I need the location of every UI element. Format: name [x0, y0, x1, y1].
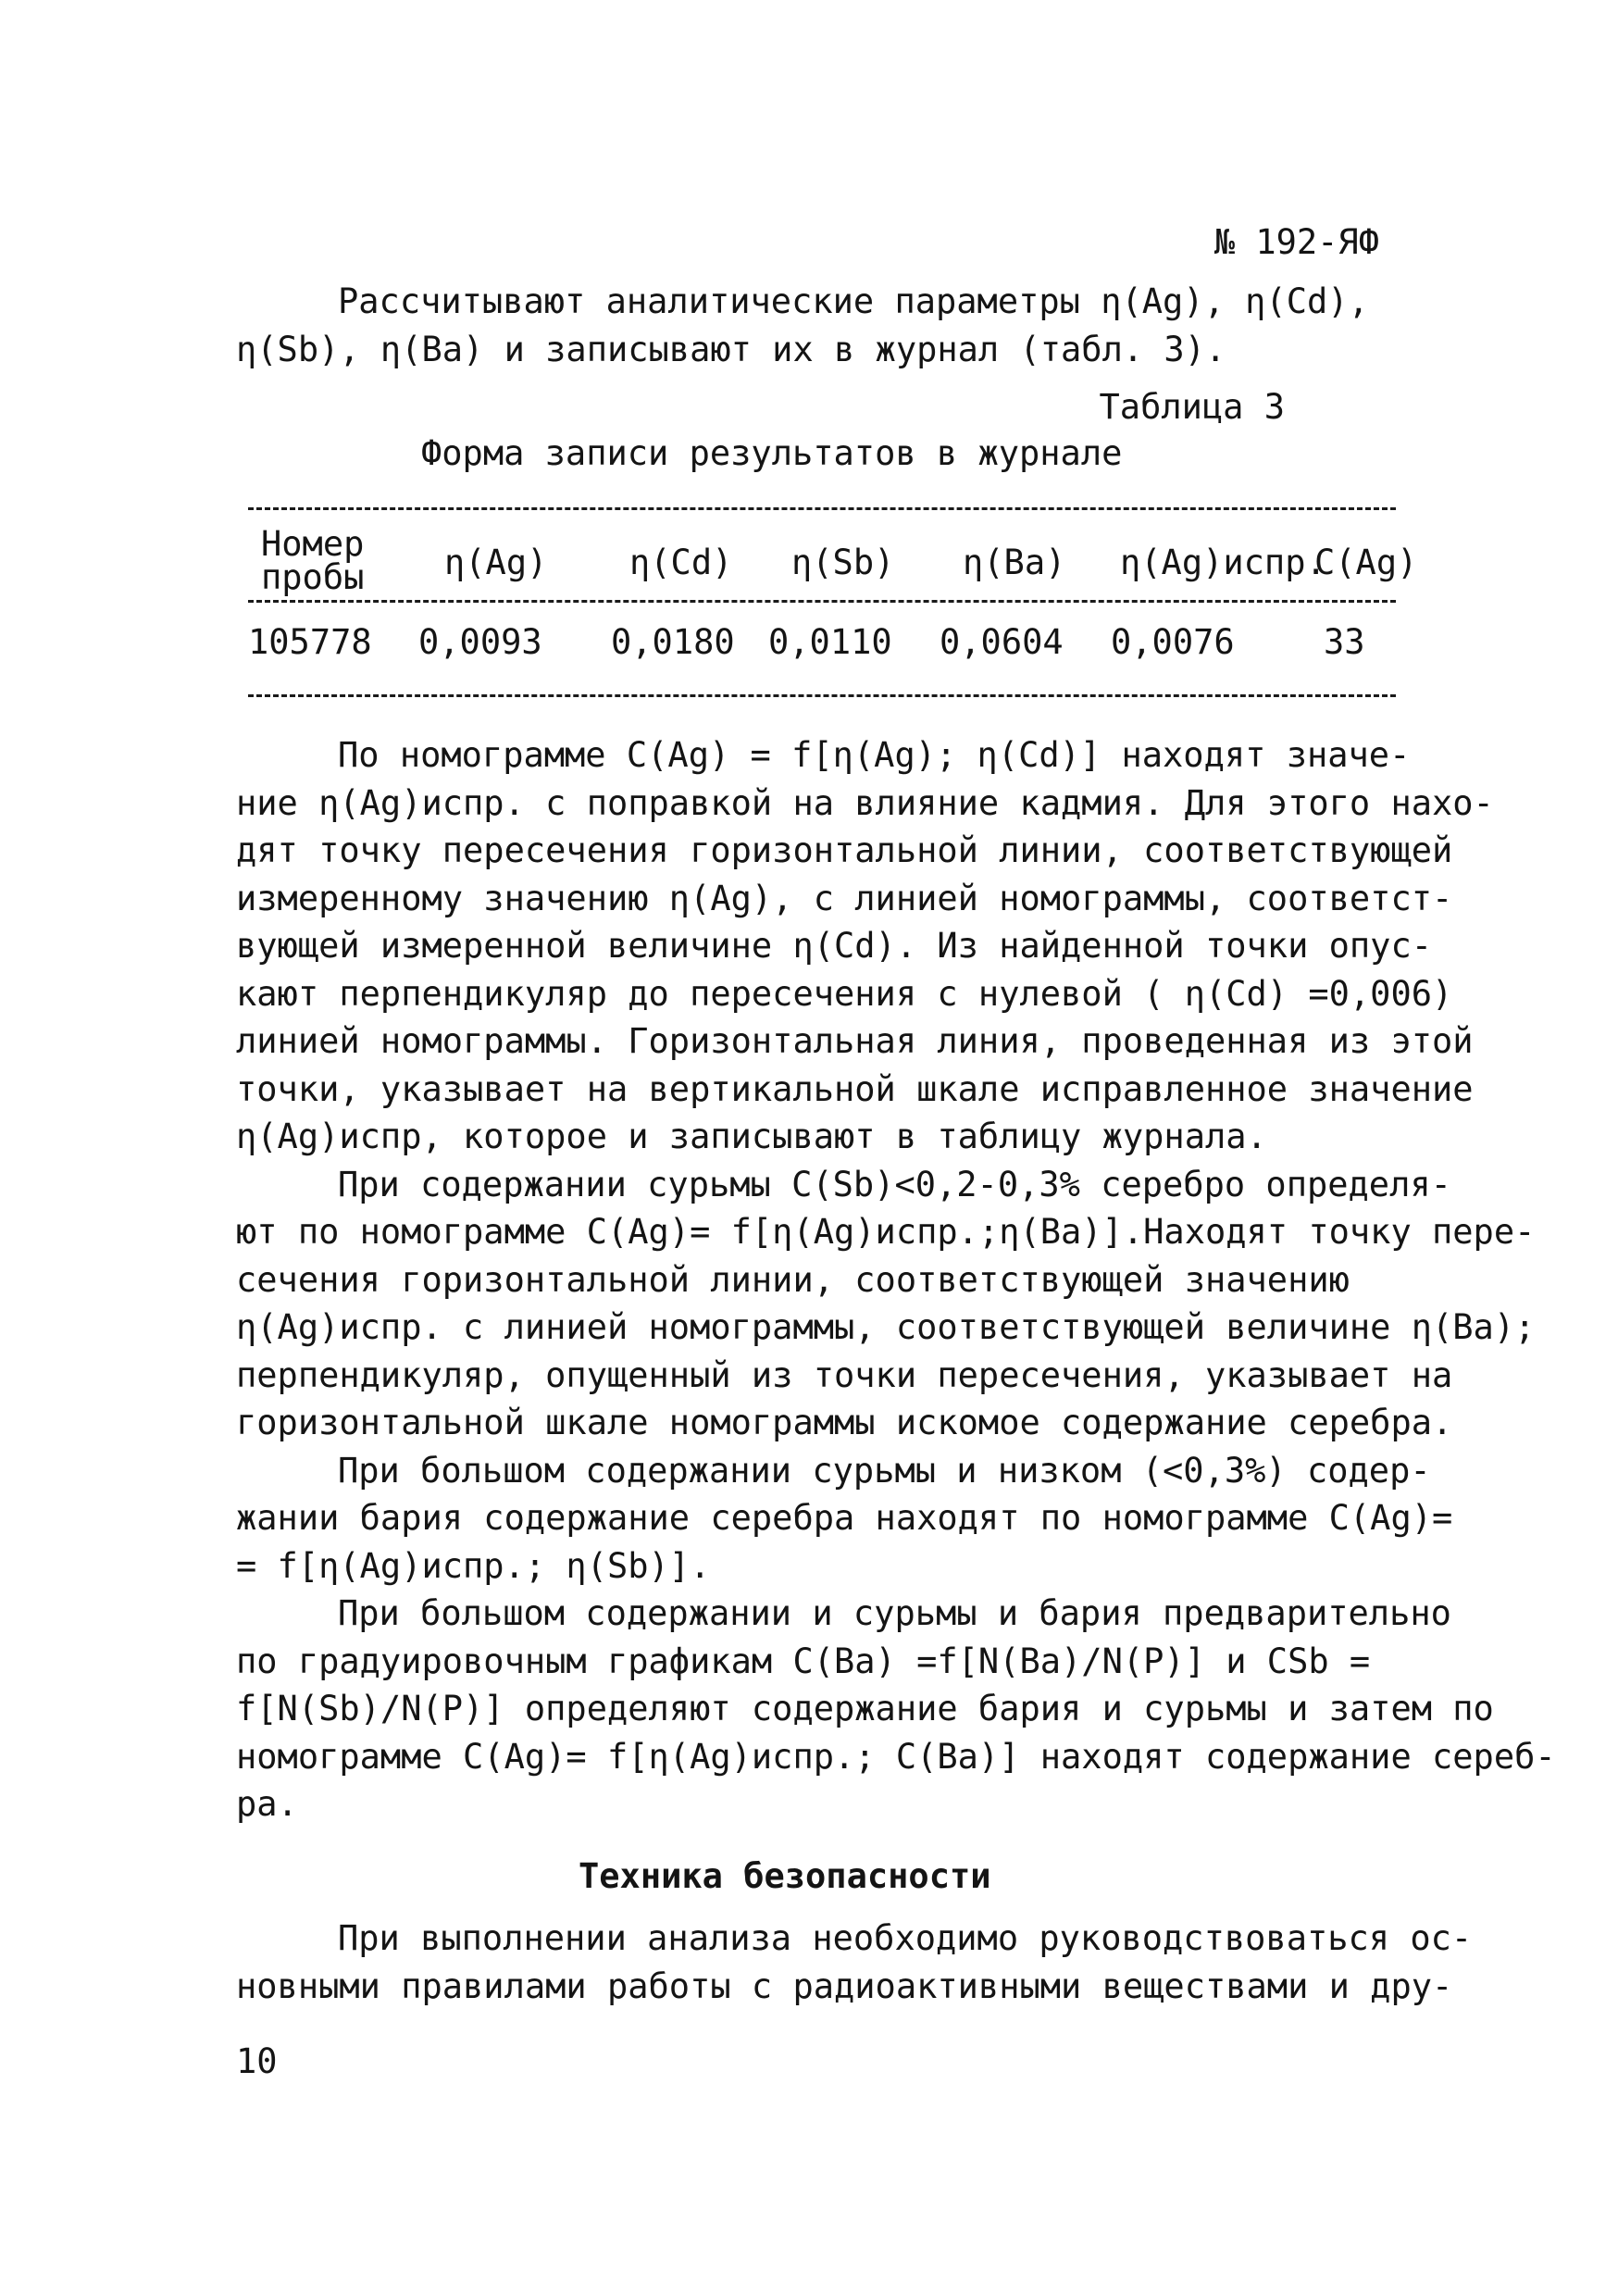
table-cell: 0,0180 — [611, 622, 735, 662]
table-label: Таблица 3 — [1099, 387, 1285, 427]
paragraph-line: η(Ag)испр, которое и записывают в таблицу журнала. — [236, 1117, 1267, 1156]
paragraph-line: Рассчитывают аналитические параметры η(Ag), η(Cd), — [338, 281, 1369, 321]
table-header-cell: η(Ag) — [444, 543, 548, 582]
document-number: № 192-ЯФ — [1214, 222, 1379, 262]
table-header-cell: η(Sb) — [791, 543, 895, 582]
paragraph-line: точки, указывает на вертикальной шкале исправленное значение — [236, 1069, 1474, 1109]
table-cell: 0,0604 — [940, 622, 1064, 662]
paragraph-line: По номограмме C(Ag) = f[η(Ag); η(Cd)] находят значе- — [338, 735, 1411, 775]
table-header-cell: η(Cd) — [629, 543, 733, 582]
table-caption: Форма записи результатов в журнале — [421, 433, 1123, 473]
table-cell: 0,0093 — [418, 622, 542, 662]
table-cell: 33 — [1324, 622, 1365, 662]
paragraph-line: η(Sb), η(Ba) и записывают их в журнал (табл. 3). — [236, 330, 1226, 369]
paragraph-line: линией номограммы. Горизонтальная линия, проведенная из этой — [236, 1021, 1474, 1061]
paragraph-line: жании бария содержание серебра находят по номограмме C(Ag)= — [236, 1498, 1453, 1538]
table-cell: 0,0076 — [1111, 622, 1235, 662]
page-number: 10 — [236, 2041, 278, 2081]
paragraph-line: новными правилами работы с радиоактивными веществами и дру- — [236, 1966, 1453, 2006]
paragraph-line: дят точку пересечения горизонтальной линии, соответствующей — [236, 830, 1453, 870]
paragraph-line: f[N(Sb)/N(P)] определяют содержание бария и сурьмы и затем по — [236, 1689, 1494, 1728]
table-header-cell: η(Ba) — [963, 543, 1066, 582]
paragraph-line: кают перпендикуляр до пересечения с нулевой ( η(Cd) =0,006) — [236, 974, 1453, 1014]
paragraph-line: горизонтальной шкале номограммы искомое содержание серебра. — [236, 1403, 1453, 1442]
paragraph-line: ние η(Ag)испр. с поправкой на влияние кадмия. Для этого нахо- — [236, 783, 1494, 823]
paragraph-line: = f[η(Ag)испр.; η(Sb)]. — [236, 1546, 711, 1586]
paragraph-line: по градуировочным графикам C(Ba) =f[N(Ba)/N(P)] и CSb = — [236, 1641, 1371, 1681]
table-divider — [248, 600, 1396, 603]
paragraph-line: При большом содержании сурьмы и низком (<0,3%) содер- — [338, 1451, 1431, 1491]
table-divider — [248, 694, 1396, 697]
paragraph-line: перпендикуляр, опущенный из точки пересечения, указывает на — [236, 1355, 1453, 1395]
paragraph-line: измеренному значению η(Ag), с линией номограммы, соответст- — [236, 879, 1453, 918]
table-cell: 0,0110 — [768, 622, 892, 662]
table-cell: 105778 — [248, 622, 372, 662]
paragraph-line: вующей измеренной величине η(Cd). Из найденной точки опус- — [236, 926, 1433, 966]
paragraph-line: При большом содержании и сурьмы и бария предварительно — [338, 1593, 1451, 1633]
paragraph-line: η(Ag)испр. с линией номограммы, соответствующей величине η(Ba); — [236, 1307, 1536, 1347]
section-heading: Техника безопасности — [579, 1856, 991, 1896]
paragraph-line: ют по номограмме C(Ag)= f[η(Ag)испр.;η(Ba)].Находят точку пере- — [236, 1212, 1536, 1252]
table-header-cell: C(Ag) — [1314, 543, 1418, 582]
table-header-cell: η(Ag)испр. — [1120, 543, 1326, 582]
paragraph-line: сечения горизонтальной линии, соответствующей значению — [236, 1260, 1350, 1300]
paragraph-line: номограмме C(Ag)= f[η(Ag)испр.; C(Ba)] находят содержание сереб- — [236, 1737, 1556, 1777]
paragraph-line: При выполнении анализа необходимо руководствоваться ос- — [338, 1918, 1473, 1958]
table-divider — [248, 507, 1396, 510]
paragraph-line: При содержании сурьмы C(Sb)<0,2-0,3% серебро определя- — [338, 1165, 1451, 1204]
paragraph-line: ра. — [236, 1784, 298, 1824]
table-header-cell: Номер пробы — [261, 524, 365, 597]
